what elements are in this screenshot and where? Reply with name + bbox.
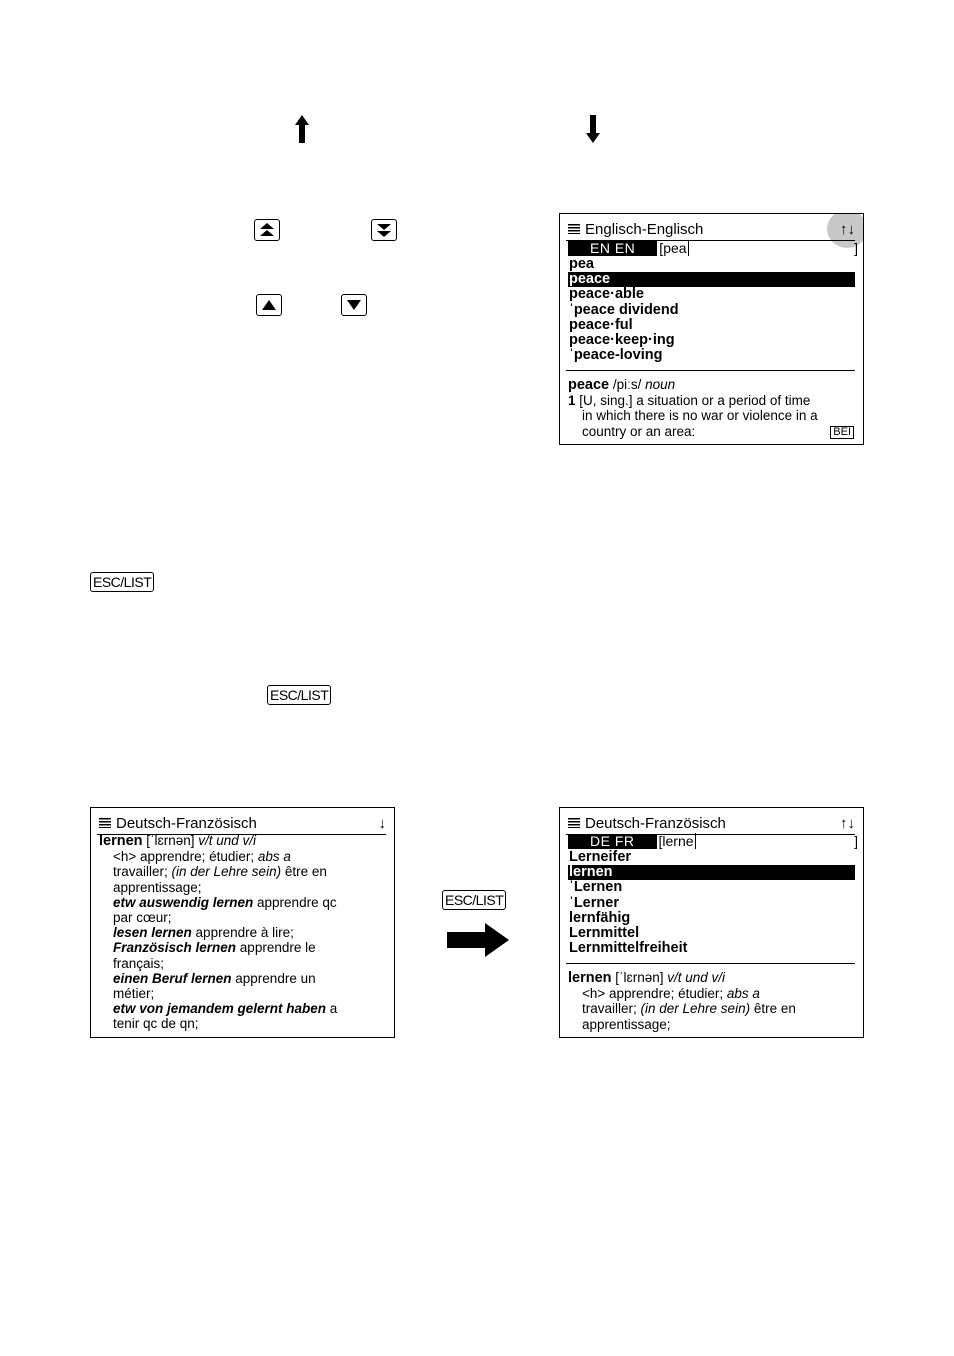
esc-list-key[interactable]: ESC/LIST <box>442 890 506 910</box>
search-bar[interactable]: EN EN [pea ] <box>568 241 858 256</box>
page-down-key[interactable] <box>371 219 397 241</box>
up-triangle-icon <box>261 298 277 312</box>
list-item[interactable]: lernfähig <box>569 909 631 926</box>
list-item[interactable]: ˈpeace dividend <box>569 301 679 318</box>
up-key[interactable] <box>256 294 282 316</box>
list-item[interactable]: peace·keep·ing <box>569 331 675 348</box>
mode-badge: DE FR <box>568 834 657 849</box>
screen-title: Deutsch-Französisch <box>99 816 257 832</box>
word-list <box>568 850 855 956</box>
down-key[interactable] <box>341 294 367 316</box>
menu-icon <box>99 818 111 828</box>
mode-badge: EN EN <box>568 241 657 256</box>
down-arrow-icon <box>583 114 603 148</box>
entry-text: lernen [ˈlɛrnən] v/t und v/i <h> apprendre; étudier; abs a travailler; (in der Lehre sein) être en apprentissage; etw auswendig lernen apprendre qc par cœur; lesen lernen apprendre à lire; Französisch lernen apprendre le français; einen Beruf lernen apprendre un métier; etw von jemandem gelernt haben a tenir qc de qn; <box>99 833 338 1032</box>
deutsch-franzoesisch-entry-screen <box>90 807 395 1038</box>
screen-title: Deutsch-Französisch <box>568 816 726 832</box>
search-input[interactable]: [pea <box>659 240 687 256</box>
right-arrow-icon <box>447 922 511 962</box>
double-up-triangle-icon <box>259 222 275 238</box>
entry-preview: peace /piːs/ noun 1 [U, sing.] a situation or a period of time in which there is no war or violence in a country or an area: BEI <box>568 377 857 439</box>
esc-list-key[interactable]: ESC/LIST <box>90 572 154 592</box>
menu-icon <box>568 224 580 234</box>
part-of-speech: noun <box>645 377 676 392</box>
list-item[interactable]: ˈpeace-loving <box>569 347 663 364</box>
list-item[interactable]: ˈLerner <box>569 894 619 911</box>
esc-list-key[interactable]: ESC/LIST <box>267 685 331 705</box>
list-item[interactable]: Lernmittel <box>569 924 640 941</box>
headword: peace <box>568 377 610 393</box>
menu-icon <box>568 818 580 828</box>
english-english-screen <box>559 213 864 445</box>
double-down-triangle-icon <box>376 222 392 238</box>
deutsch-franzoesisch-list-screen <box>559 807 864 1038</box>
list-item[interactable]: Lernmittelfreiheit <box>569 940 688 957</box>
up-down-scroll-icon: ↑↓ <box>840 221 855 238</box>
list-item[interactable]: peace·able <box>569 286 644 303</box>
down-triangle-icon <box>346 298 362 312</box>
down-scroll-icon: ↓ <box>378 815 386 832</box>
bei-badge: BEI <box>830 426 854 439</box>
up-arrow-icon <box>292 114 312 148</box>
list-item[interactable]: peace·ful <box>569 316 633 333</box>
up-down-scroll-icon: ↑↓ <box>840 815 855 832</box>
selected-list-item[interactable]: lernen <box>568 865 855 880</box>
word-list <box>568 257 855 363</box>
list-item[interactable]: pea <box>569 256 594 272</box>
pronunciation: /piːs/ <box>609 377 646 392</box>
list-item[interactable]: ˈLernen <box>569 879 623 896</box>
page-up-key[interactable] <box>254 219 280 241</box>
list-item[interactable]: Lerneifer <box>569 849 632 865</box>
screen-title: Englisch-Englisch <box>568 222 703 238</box>
search-input[interactable]: [lerne <box>658 833 694 849</box>
entry-preview: lernen [ˈlɛrnən] v/t und v/i <h> apprendre; étudier; abs a travailler; (in der Lehre sein) être en apprentissage; <box>568 970 796 1032</box>
selected-list-item[interactable]: peace <box>568 272 855 287</box>
search-bar[interactable]: DE FR [lerne ] <box>568 834 858 849</box>
